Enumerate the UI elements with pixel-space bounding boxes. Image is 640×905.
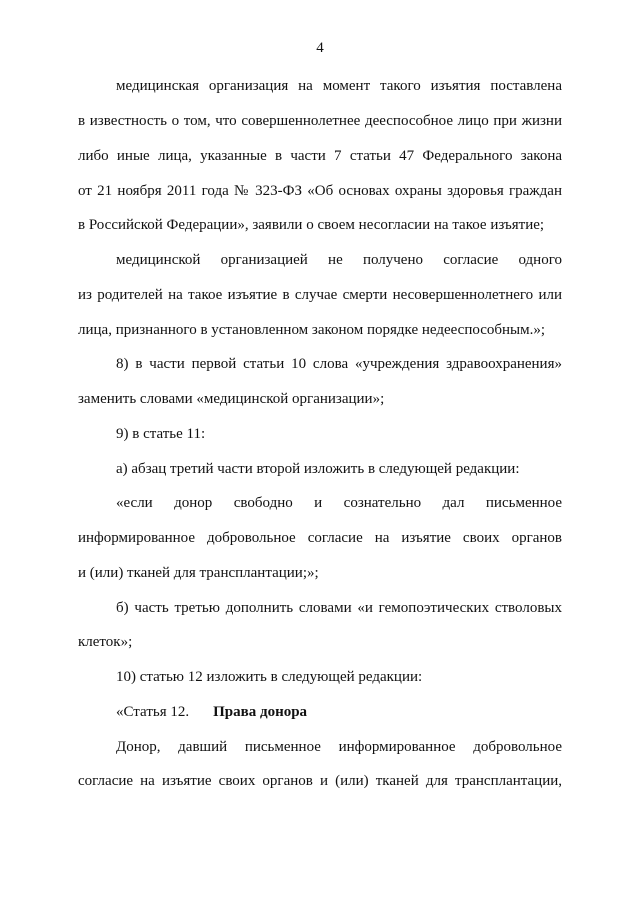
text-line: б) часть третью дополнить словами «и гемопоэтических стволовых (116, 600, 562, 616)
text-line: медицинская организация на момент такого изъятия поставлена (116, 78, 562, 94)
text-line: в Российской Федерации», заявили о своем несогласии на такое изъятие; (78, 217, 545, 233)
text-line: Донор, давший письменное информированное добровольное (116, 739, 562, 755)
text-line: в известность о том, что совершеннолетнее дееспособное лицо при жизни (78, 113, 562, 129)
text-line: и (или) тканей для трансплантации;»; (78, 565, 319, 581)
text-line: медицинской организацией не получено согласие одного (116, 252, 562, 268)
text-line: информированное добровольное согласие на изъятие своих органов (78, 530, 562, 546)
article-number: «Статья 12. (116, 704, 190, 720)
text-line: 9) в статье 11: (116, 426, 206, 442)
text-line: либо иные лица, указанные в части 7 статьи 47 Федерального закона (78, 148, 562, 164)
text-line: заменить словами «медицинской организации»; (78, 391, 385, 407)
text-line: из родителей на такое изъятие в случае смерти несовершеннолетнего или (78, 287, 562, 303)
text-line: а) абзац третий части второй изложить в следующей редакции: (116, 461, 520, 477)
page-number: 4 (316, 40, 324, 56)
text-line: 10) статью 12 изложить в следующей редакции: (116, 669, 423, 685)
text-line: 8) в части первой статьи 10 слова «учреждения здравоохранения» (116, 356, 562, 372)
text-line: от 21 ноября 2011 года № 323-ФЗ «Об основах охраны здоровья граждан (78, 183, 562, 199)
text-line: «если донор свободно и сознательно дал письменное (116, 495, 562, 511)
article-title: Права донора (213, 704, 308, 720)
text-line: согласие на изъятие своих органов и (или) тканей для трансплантации, (78, 773, 562, 789)
article-heading (116, 704, 307, 721)
text-line: клеток»; (78, 634, 133, 650)
text-line: лица, признанного в установленном законом порядке недееспособным.»; (78, 322, 546, 338)
